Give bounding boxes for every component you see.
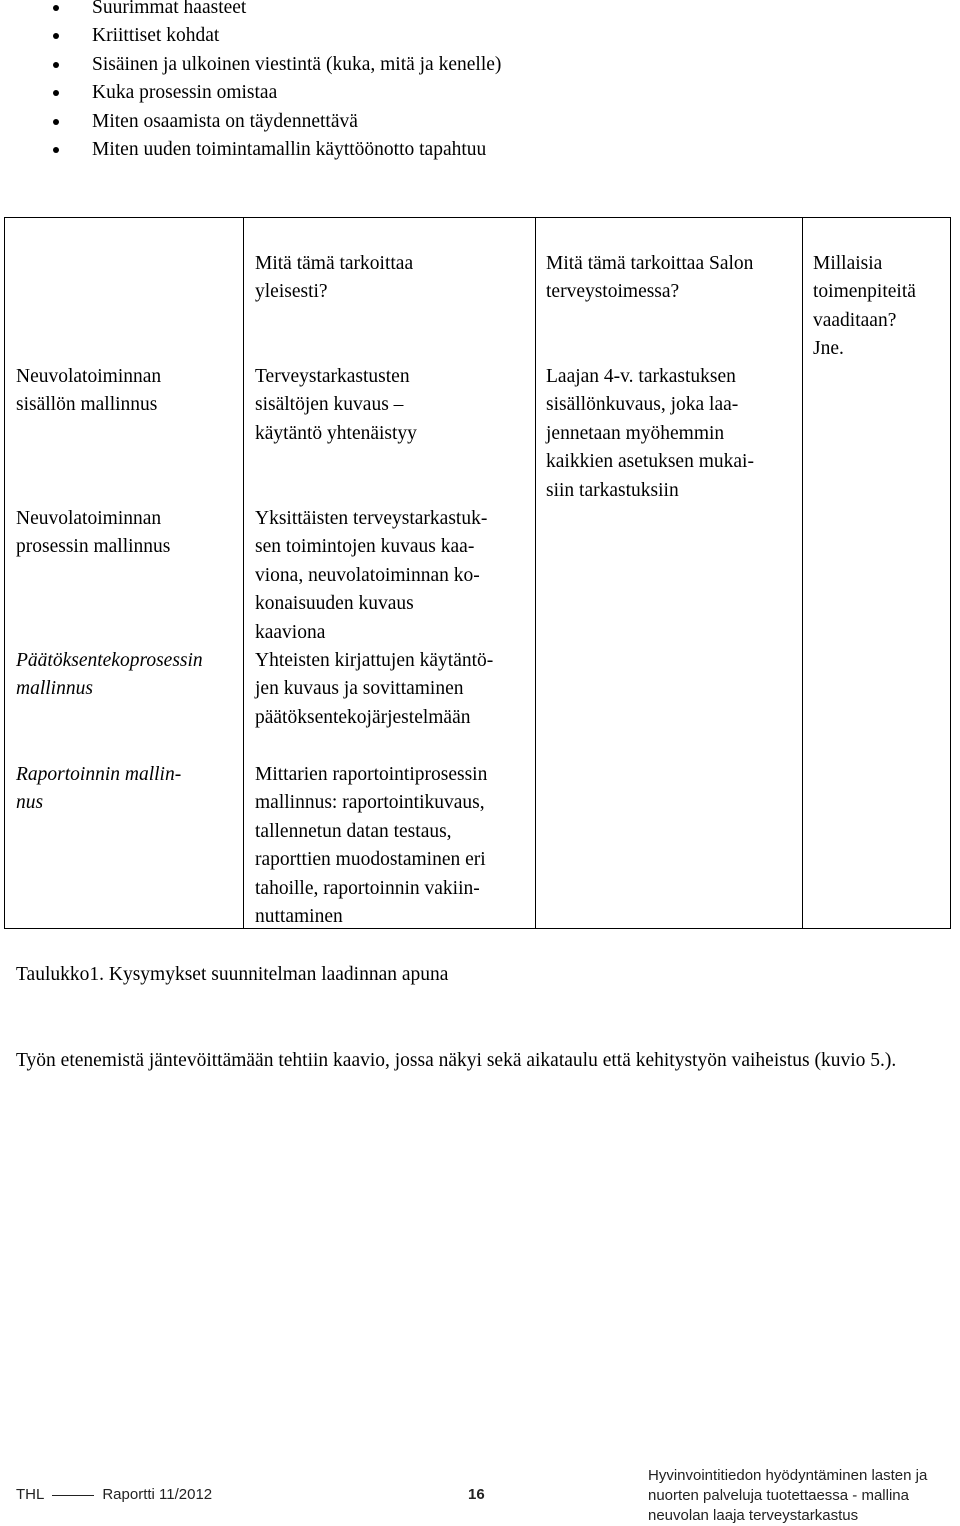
footer-title: Hyvinvointitiedon hyödyntäminen lasten ja nuorten palveluja tuotettaessa - mallina neuvolan laaja terveystarkastus: [648, 1467, 928, 1524]
planning-table: [4, 217, 951, 929]
column-header-salo: Mitä tämä tarkoittaa Salon terveystoimessa?: [546, 253, 754, 303]
footer-report-info: [16, 1486, 212, 1503]
bullet-item: Kuka prosessin omistaa: [52, 79, 501, 107]
bullet-item: Miten uuden toimintamallin käyttöönotto tapahtuu: [52, 136, 501, 164]
bullet-list: [52, 0, 501, 164]
bullet-dot-icon: [53, 33, 59, 39]
row-label-reporting-modeling: Raportoinnin mallin- nus: [16, 764, 182, 814]
bullet-item: Sisäinen ja ulkoinen viestintä (kuka, mitä ja kenelle): [52, 51, 501, 79]
cell-general-reporting: Mittarien raportointiprosessin mallinnus: raportointikuvaus, tallennetun datan testaus, raporttien muodostaminen eri tahoille, raportoinnin vakiin- nuttaminen: [255, 764, 488, 928]
column-divider: [243, 218, 244, 928]
column-header-actions: Millaisia toimenpiteitä vaaditaan? Jne.: [813, 253, 916, 360]
bullet-dot-icon: [53, 62, 59, 68]
cell-general-process: Yksittäisten terveystarkastuk- sen toimintojen kuvaus kaa- viona, neuvolatoiminnan ko- konaisuuden kuvaus kaaviona: [255, 508, 488, 643]
footer-report: Raportti 11/2012: [102, 1486, 213, 1503]
bullet-dot-icon: [53, 147, 59, 153]
bullet-item: Kriittiset kohdat: [52, 22, 501, 50]
column-divider: [535, 218, 536, 928]
bullet-dot-icon: [53, 5, 59, 11]
row-label-content-modeling: Neuvolatoiminnan sisällön mallinnus: [16, 366, 162, 416]
table-caption: Taulukko1. Kysymykset suunnitelman laadinnan apuna: [16, 964, 449, 985]
row-label-process-modeling: Neuvolatoiminnan prosessin mallinnus: [16, 508, 171, 558]
bullet-item: Miten osaamista on täydennettävä: [52, 108, 501, 136]
page-number: 16: [468, 1486, 485, 1503]
cell-general-decision: Yhteisten kirjattujen käytäntö- jen kuvaus ja sovittaminen päätöksentekojärjestelmään: [255, 650, 494, 728]
body-paragraph: Työn etenemistä jäntevöittämään tehtiin kaavio, jossa näkyi sekä aikataulu että kehitystyön vaiheistus (kuvio 5.).: [16, 1050, 897, 1071]
cell-general-content: Terveystarkastusten sisältöjen kuvaus – käytäntö yhtenäistyy: [255, 366, 417, 444]
cell-salo-content: Laajan 4-v. tarkastuksen sisällönkuvaus, joka laa- jennetaan myöhemmin kaikkien asetuksen mukai- siin tarkastuksiin: [546, 366, 754, 501]
bullet-dot-icon: [53, 119, 59, 125]
row-label-decision-modeling: Päätöksentekoprosessin mallinnus: [16, 650, 203, 700]
bullet-dot-icon: [53, 90, 59, 96]
column-header-general: Mitä tämä tarkoittaa yleisesti?: [255, 253, 414, 303]
footer-org: THL: [16, 1486, 45, 1503]
bullet-item: Suurimmat haasteet: [52, 0, 501, 22]
footer-dash: [52, 1495, 94, 1496]
column-divider: [802, 218, 803, 928]
